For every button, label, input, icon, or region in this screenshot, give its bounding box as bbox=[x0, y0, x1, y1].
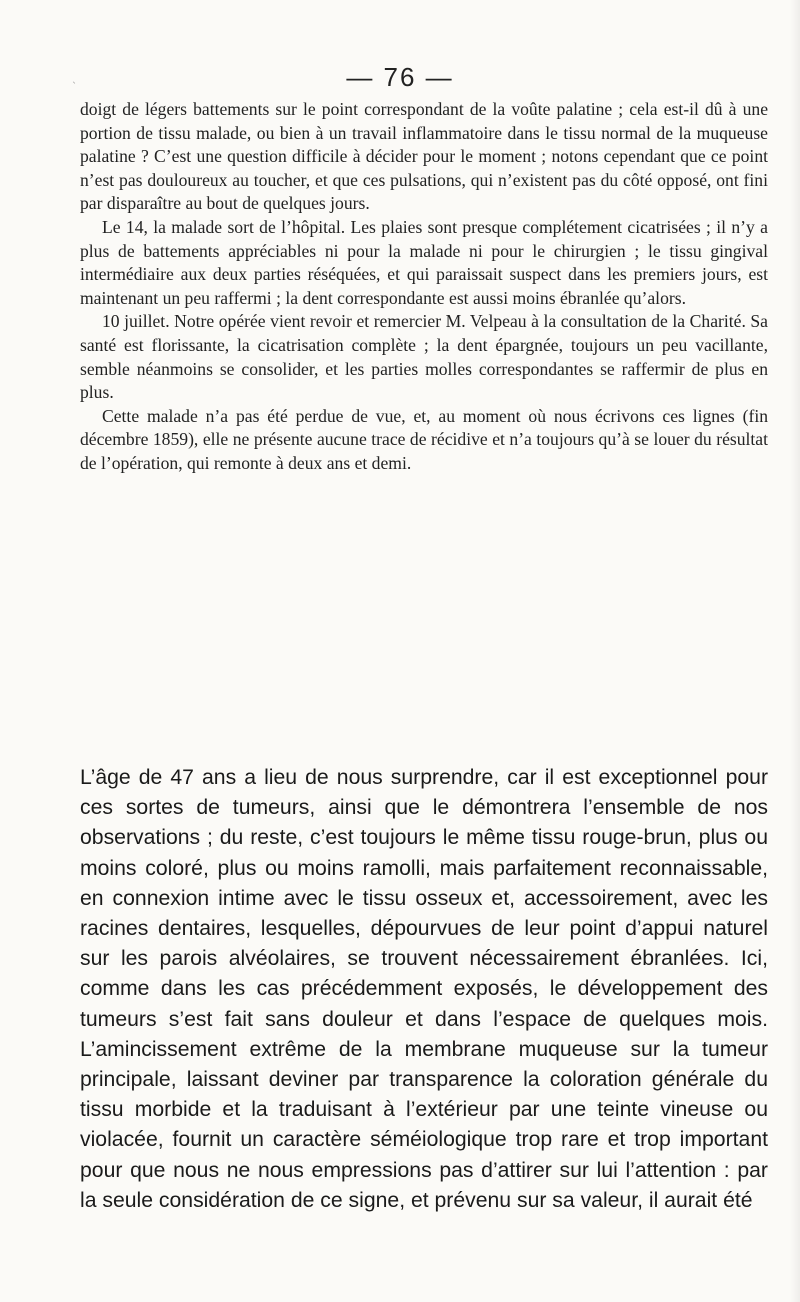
page-number: — 76 — bbox=[346, 62, 454, 92]
paragraph-continued-observation: doigt de légers battements sur le point correspondant de la voûte palatine ; cela est-il dû à une portion de tissu malade, ou bien à un travail inflammatoire dans le tissu normal de la muqueuse palatine ? C’est une question difficile à décider pour le moment ; notons cependant que ce point n’est pas douloureux au toucher, et que ces pulsations, qui n’existent pas du côté opposé, ont fini par disparaître au bout de quelques jours. bbox=[80, 99, 768, 214]
paragraph-follow-up-july: 10 juillet. Notre opérée vient revoir et remercier M. Velpeau à la consultation de la Charité. Sa santé est florissante, la cicatrisation complète ; la dent épargnée, toujours un peu vacillante, semble néanmoins se consolider, et les parties molles correspondantes se raffermir de plus en plus. bbox=[80, 311, 768, 403]
paragraph-follow-up-december: Cette malade n’a pas été perdue de vue, et, au moment où nous écrivons ces lignes (fin décembre 1859), elle ne présente aucune trace de récidive et n’a toujours qu’à se louer du résultat de l’opération, qui remonte à deux ans et demi. bbox=[80, 405, 768, 473]
small-print-section bbox=[80, 98, 768, 476]
paragraph-discharge: Le 14, la malade sort de l’hôpital. Les plaies sont presque complétement cicatrisées ; il n’y a plus de battements appréciables ni pour la malade ni pour le chirurgien ; le tissu gingival intermédiaire aux deux parties réséquées, et qui paraissait suspect dans les premiers jours, est maintenant un peu raffermi ; la dent correspondante est aussi moins ébranlée qu’alors. bbox=[80, 216, 768, 308]
margin-mark: ˎ bbox=[72, 73, 77, 84]
page-edge-shadow bbox=[790, 0, 800, 1302]
paragraph-commentary: L’âge de 47 ans a lieu de nous surprendre, car il est exceptionnel pour ces sortes de tumeurs, ainsi que le démontrera l’ensemble de nos observations ; du reste, c’est toujours le même tissu rouge-brun, plus ou moins coloré, plus ou moins ramolli, mais parfaitement reconnaissable, en connexion intime avec le tissu osseux et, accessoirement, avec les racines dentaires, lesquelles, dépourvues de leur point d’appui naturel sur les parois alvéolaires, se trouvent nécessairement ébranlées. Ici, comme dans les cas précédemment exposés, le développement des tumeurs s’est fait sans douleur et dans l’espace de quelques mois. L’amincissement extrême de la membrane muqueuse sur la tumeur principale, laissant deviner par transparence la coloration générale du tissu morbide et la traduisant à l’extérieur par une teinte vineuse ou violacée, fournit un caractère séméiologique trop rare et trop important pour que nous ne nous empressions pas d’attirer sur lui l’attention : par la seule considération de ce signe, et prévenu sur sa valeur, il aurait été bbox=[80, 766, 768, 1212]
commentary-section bbox=[80, 763, 768, 1216]
